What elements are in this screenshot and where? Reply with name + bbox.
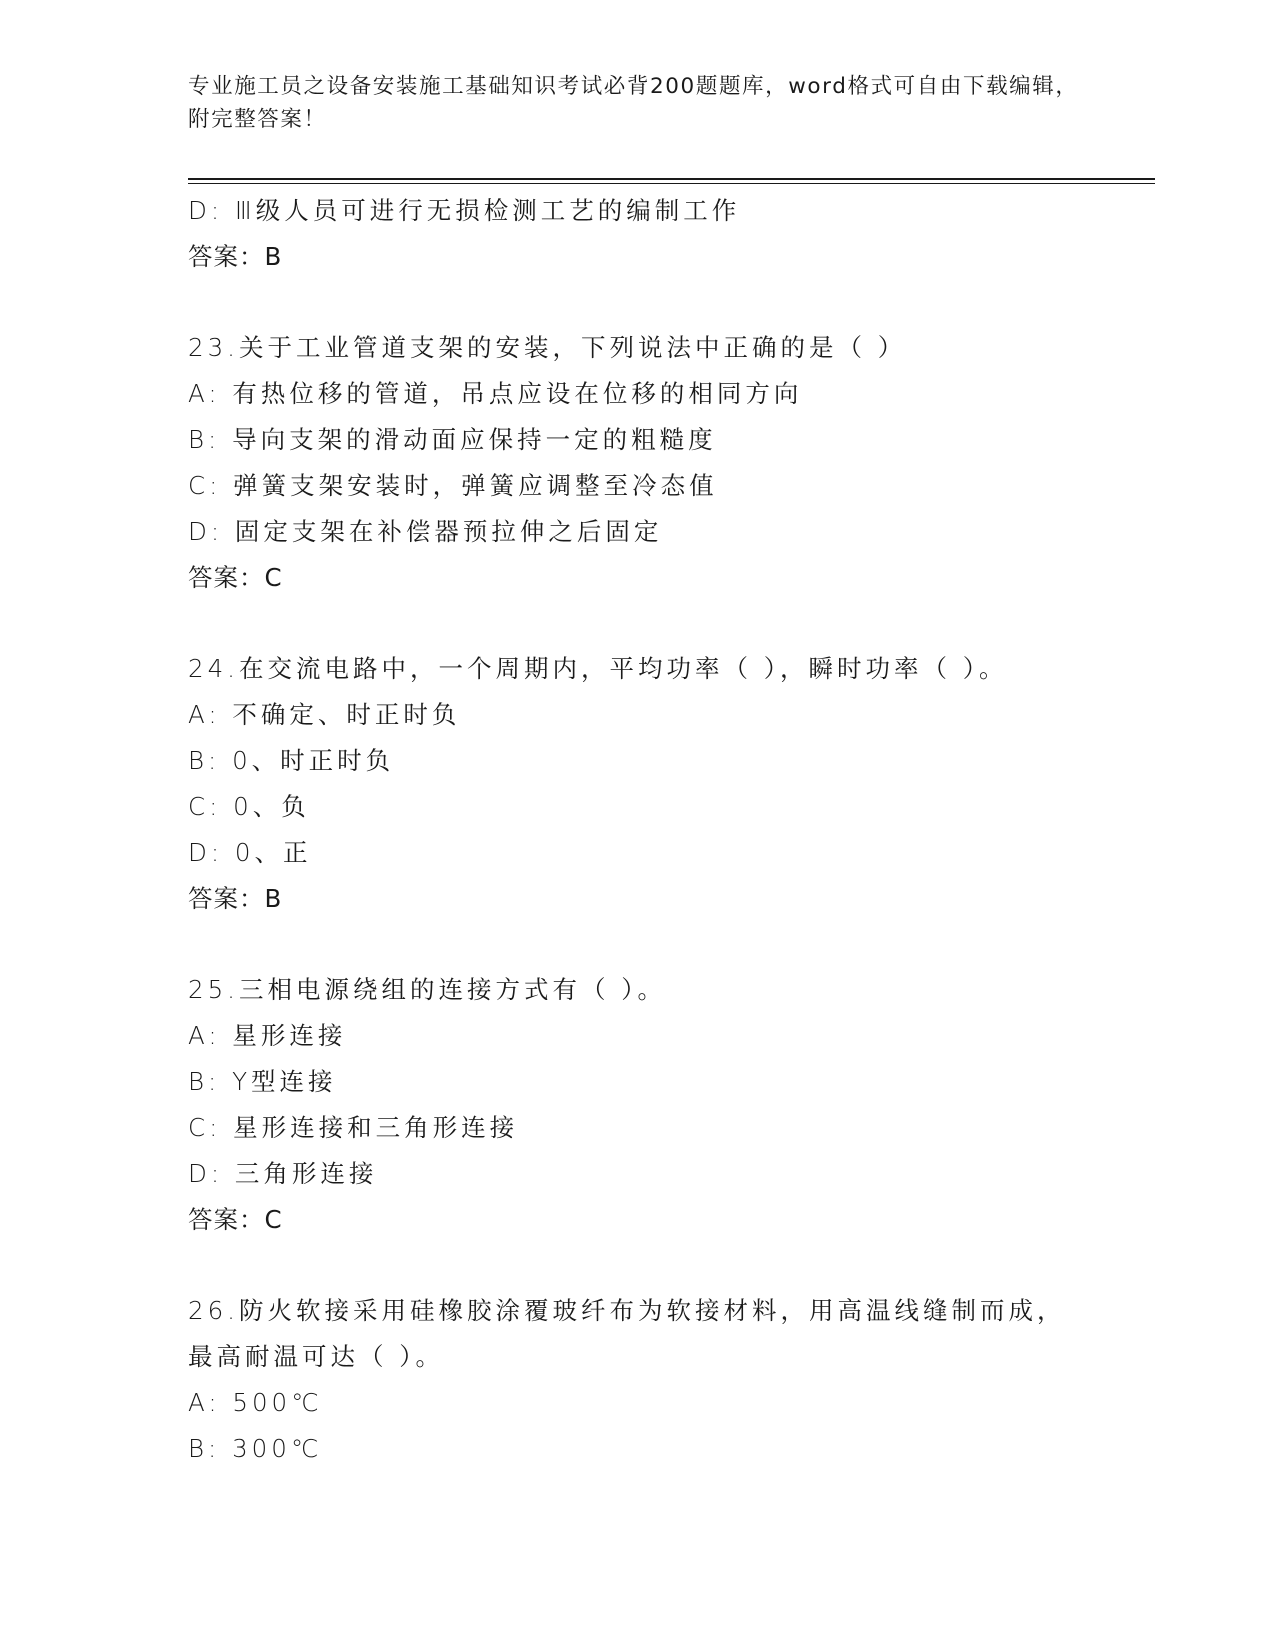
question-stem: 24.在交流电路中，一个周期内，平均功率（ ），瞬时功率（ ）。 bbox=[188, 654, 1008, 683]
document-title: 专业施工员之设备安装施工基础知识考试必背200题题库，word格式可自由下载编辑，附完整答案！ bbox=[188, 74, 1079, 132]
option-d: D: 三角形连接 bbox=[188, 1159, 378, 1188]
question-list bbox=[188, 188, 1148, 1472]
option-a: A: 不确定、时正时负 bbox=[188, 700, 461, 729]
spacer bbox=[188, 601, 1148, 646]
option-c: C: 0、负 bbox=[188, 792, 310, 821]
option-c: C: 弹簧支架安装时，弹簧应调整至冷态值 bbox=[188, 471, 718, 500]
option-d: D: 固定支架在补偿器预拉伸之后固定 bbox=[188, 517, 663, 546]
question-25 bbox=[188, 967, 1148, 1243]
header-divider-thin bbox=[188, 183, 1155, 184]
question-24 bbox=[188, 646, 1148, 922]
option-a: A: 500℃ bbox=[188, 1388, 323, 1417]
option-d: D: Ⅲ级人员可进行无损检测工艺的编制工作 bbox=[188, 196, 741, 225]
answer-line: 答案：C bbox=[188, 563, 283, 592]
option-a: A: 星形连接 bbox=[188, 1021, 347, 1050]
option-b: B: 导向支架的滑动面应保持一定的粗糙度 bbox=[188, 425, 717, 454]
question-23 bbox=[188, 325, 1148, 601]
option-a: A: 有热位移的管道，吊点应设在位移的相同方向 bbox=[188, 379, 803, 408]
option-c: C: 星形连接和三角形连接 bbox=[188, 1113, 519, 1142]
spacer bbox=[188, 1243, 1148, 1288]
answer-line: 答案：C bbox=[188, 1205, 283, 1234]
header-divider-thick bbox=[188, 178, 1155, 180]
question-stem-line-1: 26.防火软接采用硅橡胶涂覆玻纤布为软接材料，用高温线缝制而成， bbox=[188, 1296, 1066, 1325]
option-d: D: 0、正 bbox=[188, 838, 312, 867]
answer-line: 答案：B bbox=[188, 884, 283, 913]
spacer bbox=[188, 280, 1148, 325]
spacer bbox=[188, 922, 1148, 967]
page-header bbox=[188, 70, 1088, 136]
option-b: B: 300℃ bbox=[188, 1434, 323, 1463]
question-stem: 23.关于工业管道支架的安装，下列说法中正确的是（ ） bbox=[188, 333, 907, 362]
question-stem: 25.三相电源绕组的连接方式有（ ）。 bbox=[188, 975, 666, 1004]
question-26 bbox=[188, 1288, 1148, 1472]
option-b: B: Y型连接 bbox=[188, 1067, 337, 1096]
question-stem-line-2: 最高耐温可达（ ）。 bbox=[188, 1342, 445, 1371]
option-b: B: 0、时正时负 bbox=[188, 746, 395, 775]
answer-line: 答案：B bbox=[188, 242, 283, 271]
